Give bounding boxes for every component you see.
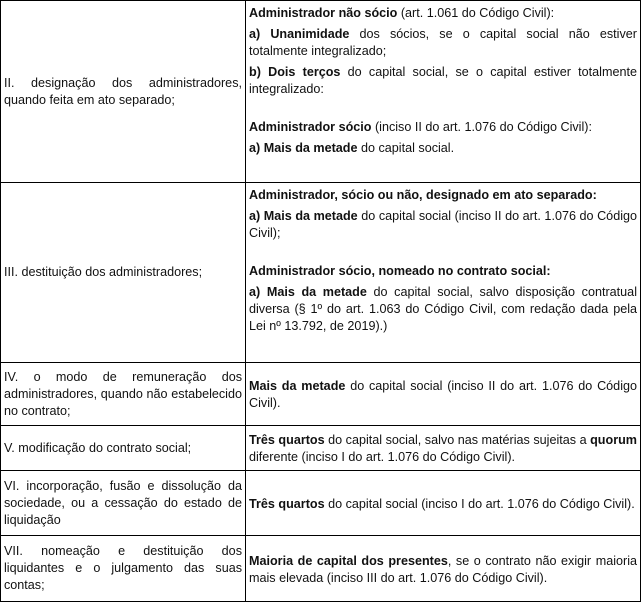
- paragraph: Mais da metade do capital social (inciso II do art. 1.076 do Código Civil).: [249, 379, 637, 410]
- paragraph: Três quartos do capital social, salvo nas matérias sujeitas a quorum diferente (inciso I do art. 1.076 do Código Civil).: [249, 433, 637, 464]
- row-content: [246, 536, 641, 602]
- table-row: [1, 363, 641, 426]
- paragraph: Administrador sócio, nomeado no contrato social:: [249, 264, 551, 278]
- row-content: [246, 183, 641, 363]
- row-label: IV. o modo de remuneração dos administradores, quando não estabelecido no contrato;: [1, 363, 246, 426]
- row-content: [246, 363, 641, 426]
- paragraph: Três quartos do capital social (inciso I do art. 1.076 do Código Civil).: [249, 496, 635, 511]
- table-row: [1, 183, 641, 363]
- row-label: V. modificação do contrato social;: [1, 426, 246, 471]
- paragraph: Administrador sócio (inciso II do art. 1.076 do Código Civil):: [249, 120, 592, 134]
- paragraph: a) Mais da metade do capital social.: [249, 141, 455, 155]
- paragraph: a) Unanimidade dos sócios, se o capital social não estiver totalmente integralizado;: [249, 27, 637, 58]
- paragraph: Administrador, sócio ou não, designado em ato separado:: [249, 188, 597, 202]
- paragraph: a) Mais da metade do capital social, salvo disposição contratual diversa (§ 1º do art. 1.063 do Código Civil, com redação dada pela Lei nº 13.792, de 2019).): [249, 285, 637, 333]
- row-content: [246, 426, 641, 471]
- paragraph: Maioria de capital dos presentes, se o contrato não exigir maioria mais elevada (inciso III do art. 1.076 do Código Civil).: [249, 553, 637, 585]
- row-content: [246, 1, 641, 183]
- table-row: [1, 471, 641, 536]
- paragraph: b) Dois terços do capital social, se o capital estiver totalmente integralizado:: [249, 65, 637, 96]
- row-label: II. designação dos administradores, quando feita em ato separado;: [1, 1, 246, 183]
- paragraph: Administrador não sócio (art. 1.061 do Código Civil):: [249, 6, 555, 20]
- paragraph: a) Mais da metade do capital social (inciso II do art. 1.076 do Código Civil);: [249, 209, 638, 240]
- row-label: III. destituição dos administradores;: [1, 183, 246, 363]
- table-row: [1, 426, 641, 471]
- table-row: [1, 536, 641, 602]
- row-label: VI. incorporação, fusão e dissolução da sociedade, ou a cessação do estado de liquidação: [1, 471, 246, 536]
- row-label: VII. nomeação e destituição dos liquidantes e o julgamento das suas contas;: [1, 536, 246, 602]
- table-row: [1, 1, 641, 183]
- row-content: [246, 471, 641, 536]
